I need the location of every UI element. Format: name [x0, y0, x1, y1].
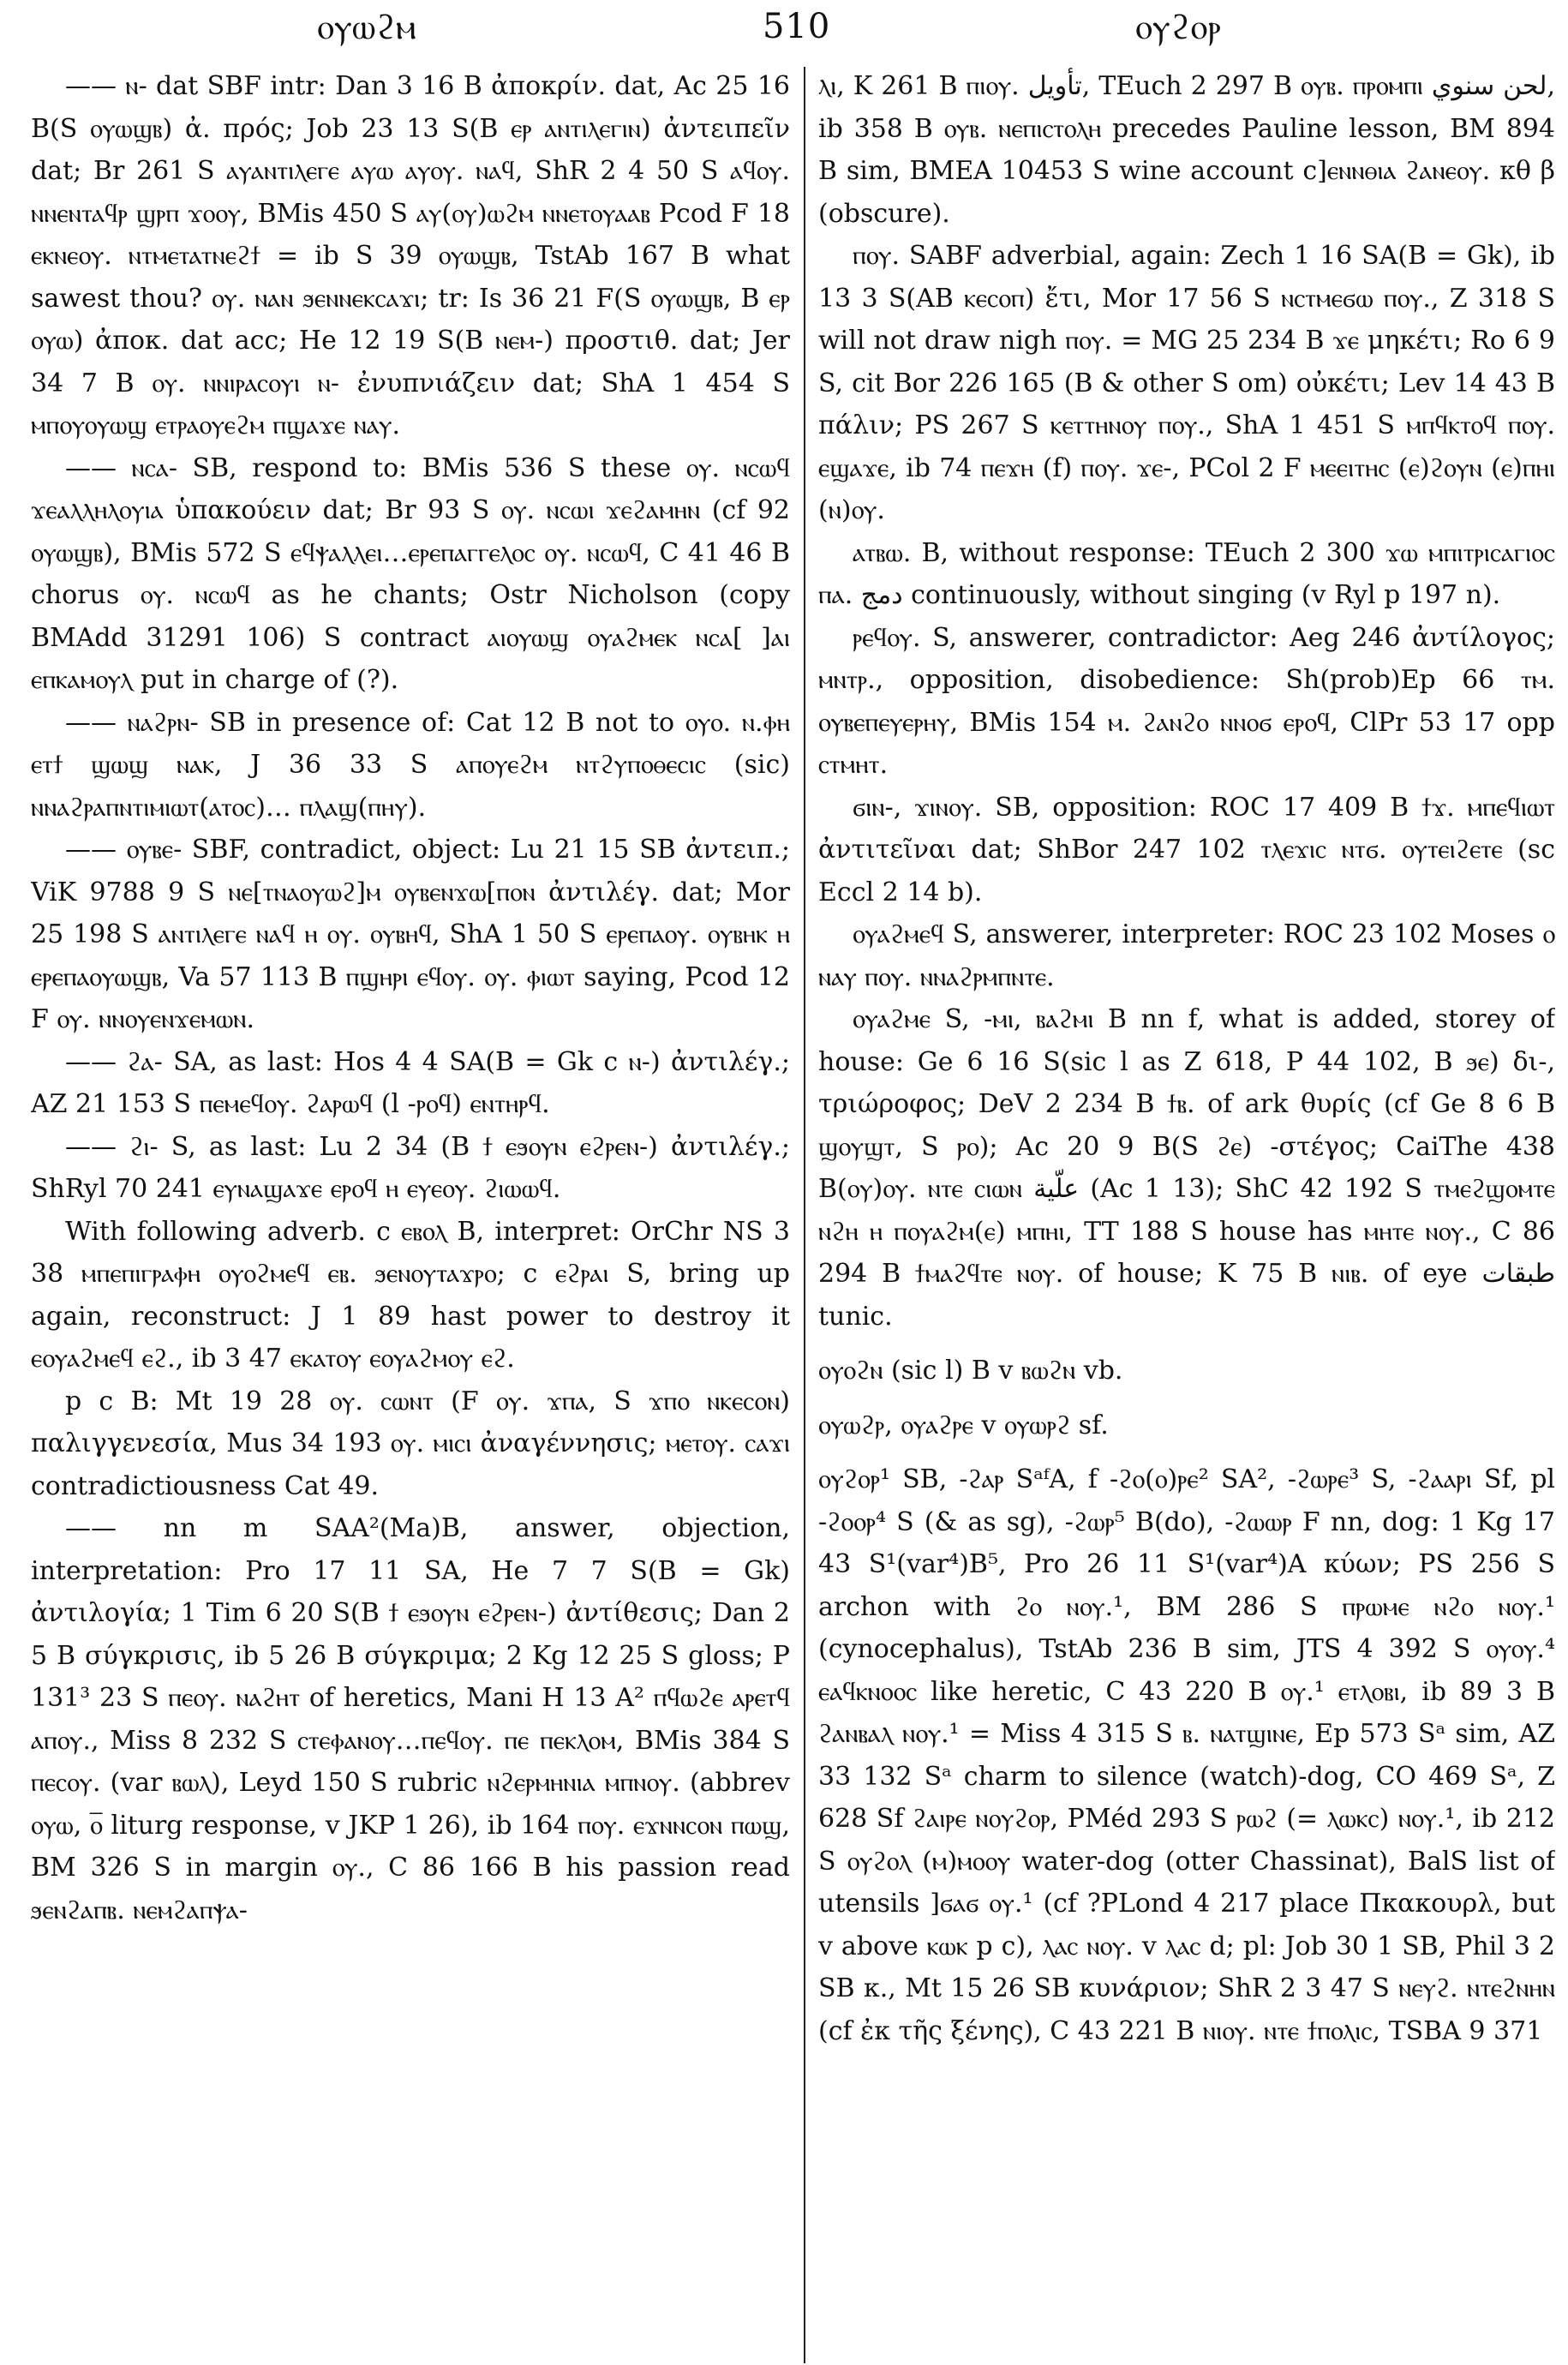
entry-paragraph: —— ϩⲓ- S, as last: Lu 2 34 (B ϯ ⲉϧⲟⲩⲛ ⲉϩⲣⲉⲛ-) ἀντιλέγ.; ShRyl 70 241 ⲉⲩⲛⲁϣⲁϫⲉ ⲉⲣⲟϥ ⲏ ⲉⲩⲉⲟⲩ. ϩⲓⲱⲱϥ. — [31, 1131, 790, 1204]
header-right-headword: ⲟⲩϩⲟⲣ — [1135, 8, 1222, 47]
entry-paragraph: —— ⲛⲁϩⲣⲛ- SB in presence of: Cat 12 B not to ⲟⲩⲟ. ⲛ.ⲫⲏ ⲉⲧϯ ϣⲱϣ ⲛⲁⲕ, J 36 33 S ⲁⲡⲟⲩⲉϩⲙ ⲛⲧϩⲩⲡⲟⲑⲉⲥⲓⲥ (sic) ⲛⲛⲁϩⲣⲁⲡⲛⲧⲓⲙⲓⲱⲧ(ⲁⲧⲟⲥ)… ⲡⲗⲁϣ(ⲡⲏⲩ). — [31, 707, 790, 823]
entry-paragraph: ⲟⲩⲁϩⲙⲉϥ S, answerer, interpreter: ROC 23 102 Moses ⲟ ⲛⲁⲩ ⲡⲟⲩ. ⲛⲛⲁϩⲣⲙⲡⲛⲧⲉ. — [818, 919, 1555, 992]
running-header — [0, 0, 1568, 60]
column-divider — [804, 67, 805, 2363]
entry-paragraph: ⲟⲩⲁϩⲙⲉ S, -ⲙⲓ, ⲃⲁϩⲙⲓ B nn f, what is added, storey of house: Ge 6 16 S(sic l as Z 618, P 44 102, B ϧⲉ) δι-, τριώροφος; DeV 2 234 B ϯⲃ. of ark θυρίς (cf Ge 8 6 B ϣⲟⲩϣⲧ, S ⲣⲟ); Ac 20 9 B(S ϩⲉ) -στέγος; CaiThe 438 B(ⲟⲩ)ⲟⲩ. ⲛⲧⲉ ⲥⲓⲱⲛ علّية (Ac 1 13); ShC 42 192 S ⲧⲙⲉϩϣⲟⲙⲧⲉ ⲛϩⲏ ⲏ ⲡⲟⲩⲁϩⲙ(ⲉ) ⲙⲡⲏⲓ, TT 188 S house has ⲙⲏⲧⲉ ⲛⲟⲩ., C 86 294 B ϯⲙⲁϩϥⲧⲉ ⲛⲟⲩ. of house; K 75 B ⲛⲓⲃ. of eye طبقات tunic. — [818, 1004, 1555, 1332]
entry-paragraph: p c B: Mt 19 28 ⲟⲩ. ⲥⲱⲛⲧ (F ⲟⲩ. ϫⲡⲁ, S ϫⲡⲟ ⲛⲕⲉⲥⲟⲛ) παλιγγενεσία, Mus 34 193 ⲟⲩ. ⲙⲓⲥⲓ ἀναγέννησις; ⲙⲉⲧⲟⲩ. ⲥⲁϫⲓ contradictiousness Cat 49. — [31, 1386, 790, 1501]
page-number: 510 — [763, 7, 831, 46]
entry-paragraph: —— ϩⲁ- SA, as last: Hos 4 4 SA(B = Gk c ⲛ-) ἀντιλέγ.; AZ 21 153 S ⲡⲉⲙⲉϥⲟⲩ. ϩⲁⲣⲱϥ (l -ⲣⲟϥ) ⲉⲛⲧⲏⲣϥ. — [31, 1046, 790, 1119]
left-column — [31, 65, 790, 2357]
lemma-entry: ⲟⲩⲱϩⲣ, ⲟⲩⲁϩⲣⲉ v ⲟⲩⲱⲣϩ sf. — [818, 1410, 1109, 1440]
entry-paragraph: —— ⲛ- dat SBF intr: Dan 3 16 B ἀποκρίν. dat, Ac 25 16 B(S ⲟⲩⲱϣⲃ) ἀ. πρός; Job 23 13 S(B ⲉⲣ ⲁⲛⲧⲓⲗⲉⲅⲓⲛ) ἀντειπεῖν dat; Br 261 S ⲁⲩⲁⲛⲧⲓⲗⲉⲅⲉ ⲁⲩⲱ ⲁⲩⲟⲩ. ⲛⲁϥ, ShR 2 4 50 S ⲁϥⲟⲩ. ⲛⲛⲉⲛⲧⲁϥⲣ ϣⲣⲡ ϫⲟⲟⲩ, BMis 450 S ⲁⲩ(ⲟⲩ)ⲱϩⲙ ⲛⲛⲉⲧⲟⲩⲁⲁⲃ Pcod F 18 ⲉⲕⲛⲉⲟⲩ. ⲛⲧⲙⲉⲧⲁⲧⲛⲉϩϯ = ib S 39 ⲟⲩⲱϣⲃ, TstAb 167 B what sawest thou? ⲟⲩ. ⲛⲁⲛ ϧⲉⲛⲛⲉⲕⲥⲁϫⲓ; tr: Is 36 21 F(S ⲟⲩⲱϣⲃ, B ⲉⲣ ⲟⲩⲱ) ἀποκ. dat acc; He 12 19 S(B ⲛⲉⲙ-) προστιθ. dat; Jer 34 7 B ⲟⲩ. ⲛⲛⲓⲣⲁⲥⲟⲩⲓ ⲛ- ἐνυπνιάζειν dat; ShA 1 454 S ⲙⲡⲟⲩⲟⲩⲱϣ ⲉⲧⲣⲁⲟⲩⲉϩⲙ ⲡϣⲁϫⲉ ⲛⲁⲩ. — [31, 71, 790, 440]
entry-paragraph: With following adverb. c ⲉⲃⲟⲗ B, interpret: OrChr NS 3 38 ⲙⲡⲉⲡⲓⲅⲣⲁⲫⲏ ⲟⲩⲟϩⲙⲉϥ ⲉⲃ. ϧⲉⲛⲟⲩⲧⲁϫⲣⲟ; c ⲉϩⲣⲁⲓ S, bring up again, reconstruct: J 1 89 hast power to destroy it ⲉⲟⲩⲁϩⲙⲉϥ ⲉϩ., ib 3 47 ⲉⲕⲁⲧⲟⲩ ⲉⲟⲩⲁϩⲙⲟⲩ ⲉϩ. — [31, 1216, 790, 1374]
entry-paragraph: ⲗⲓ, K 261 B ⲡⲓⲟⲩ. تأويل, TEuch 2 297 B ⲟⲩⲃ. ⲡⲣⲟⲙⲡⲓ لحن سنوي, ib 358 B ⲟⲩⲃ. ⲛⲉⲡⲓⲥⲧⲟⲗⲏ precedes Pauline lesson, BM 894 B sim, BMEA 10453 S wine account c]ⲉⲛⲛⲑⲓⲁ ϩⲁⲛⲉⲟⲩ. κθ β (obscure). — [818, 71, 1555, 229]
entry-paragraph: ⲡⲟⲩ. SABF adverbial, again: Zech 1 16 SA(B = Gk), ib 13 3 S(AB ⲕⲉⲥⲟⲡ) ἔτι, Mor 17 56 S ⲛⲥⲧⲙⲉϭⲱ ⲡⲟⲩ., Z 318 S will not draw nigh ⲡⲟⲩ. = MG 25 234 B ϫⲉ μηκέτι; Ro 6 9 S, cit Bor 226 165 (B & other S om) οὐκέτι; Lev 14 43 B πάλιν; PS 267 S ⲕⲉⲧⲧⲏⲛⲟⲩ ⲡⲟⲩ., ShA 1 451 S ⲙⲡϥⲕⲧⲟϥ ⲡⲟⲩ. ⲉϣⲁϫⲉ, ib 74 ⲡⲉϫⲏ (f) ⲡⲟⲩ. ϫⲉ-, PCol 2 F ⲙⲉⲉⲓⲧⲏⲥ (ⲉ)ϩⲟⲩⲛ (ⲉ)ⲡⲏⲓ (ⲛ)ⲟⲩ. — [818, 241, 1555, 525]
entry-paragraph: ⲁⲧⲃⲱ. B, without response: TEuch 2 300 ϫⲱ ⲙⲡⲓⲧⲣⲓⲥⲁⲅⲓⲟⲥ ⲡⲁ. دمج continuously, without singing (v Ryl p 197 n). — [818, 537, 1555, 610]
entry-paragraph: —— ⲛⲥⲁ- SB, respond to: BMis 536 S these ⲟⲩ. ⲛⲥⲱϥ ϫⲉⲁⲗⲗⲏⲗⲟⲩⲓⲁ ὑπακούειν dat; Br 93 S ⲟⲩ. ⲛⲥⲱⲓ ϫⲉϩⲁⲙⲏⲛ (cf 92 ⲟⲩⲱϣⲃ), BMis 572 S ⲉϥⲯⲁⲗⲗⲉⲓ…ⲉⲣⲉⲡⲁⲅⲅⲉⲗⲟⲥ ⲟⲩ. ⲛⲥⲱϥ, C 41 46 B chorus ⲟⲩ. ⲛⲥⲱϥ as he chants; Ostr Nicholson (copy BMAdd 31291 106) S contract ⲁⲓⲟⲩⲱϣ ⲟⲩⲁϩⲙⲉⲕ ⲛⲥⲁ[ ]ⲁⲓ ⲉⲡⲕⲁⲙⲟⲩⲗ put in charge of (?). — [31, 452, 790, 695]
header-left-headword: ⲟⲩⲱϩⲙ — [317, 8, 417, 47]
entry-paragraph: ϭⲓⲛ-, ϫⲓⲛⲟⲩ. SB, opposition: ROC 17 409 B ϯϫ. ⲙⲡⲉϥⲓⲱⲧ ἀντιτεῖναι dat; ShBor 247 102 ⲧⲗⲉϫⲓⲥ ⲛⲧϭ. ⲟⲩⲧⲉⲓϩⲉⲧⲉ (sc Eccl 2 14 b). — [818, 792, 1555, 907]
entry-paragraph: ⲣⲉϥⲟⲩ. S, answerer, contradictor: Aeg 246 ἀντίλογος; ⲙⲛⲧⲣ., opposition, disobedience: Sh(prob)Ep 66 ⲧⲙ. ⲟⲩⲃⲉⲡⲉⲩⲉⲣⲏⲩ, BMis 154 ⲙ. ϩⲁⲛϩⲟ ⲛⲛⲟϭ ⲉⲣⲟϥ, ClPr 53 17 opp ⲥⲧⲙⲏⲧ. — [818, 622, 1555, 780]
lemma-entry: ⲟⲩϩⲟⲣ¹ SB, -ϩⲁⲣ SᵃᶠA, f -ϩⲟ(ⲟ)ⲣⲉ² SA², -ϩⲱⲣⲉ³ S, -ϩⲁⲁⲣⲓ Sf, pl -ϩⲟⲟⲣ⁴ S (& as sg), -ϩⲱⲣ⁵ B(do), -ϩⲱⲱⲣ F nn, dog: 1 Kg 17 43 S¹(var⁴)B⁵, Pro 26 11 S¹(var⁴)A κύων; PS 256 S archon with ϩⲟ ⲛⲟⲩ.¹, BM 286 S ⲡⲣⲱⲙⲉ ⲛϩⲟ ⲛⲟⲩ.¹ (cynocephalus), TstAb 236 B sim, JTS 4 392 S ⲟⲩⲟⲩ.⁴ ⲉⲁϥⲕⲛⲟⲟⲥ like heretic, C 43 220 B ⲟⲩ.¹ ⲉⲧⲗⲟⲃⲓ, ib 89 3 B ϩⲁⲛⲃⲁⲗ ⲛⲟⲩ.¹ = Miss 4 315 S ⲃ. ⲛⲁⲧϣⲓⲛⲉ, Ep 573 Sᵃ sim, AZ 33 132 Sᵃ charm to silence (watch)-dog, CO 469 Sᵃ, Z 628 Sf ϩⲁⲓⲣⲉ ⲛⲟⲩϩⲟⲣ, PMéd 293 S ⲣⲱϩ (= ⲗⲱⲕⲥ) ⲛⲟⲩ.¹, ib 212 S ⲟⲩϩⲟⲗ (ⲙ)ⲙⲟⲟⲩ water-dog (otter Chassinat), BalS list of utensils ]ϭⲁϭ ⲟⲩ.¹ (cf ?PLond 4 217 place Πκακουρλ, but v above ⲕⲱⲕ p c), ⲗⲁⲥ ⲛⲟⲩ. v ⲗⲁⲥ d; pl: Job 30 1 SB, Phil 3 2 SB κ., Mt 15 26 SB κυνάριον; ShR 2 3 47 S ⲛⲉⲩϩ. ⲛⲧⲉϩⲛⲏⲛ (cf ἐκ τῆς ξένης), C 43 221 B ⲛⲓⲟⲩ. ⲛⲧⲉ ϯⲡⲟⲗⲓⲥ, TSBA 9 371 — [818, 1464, 1555, 2046]
lemma-entry: ⲟⲩⲟϩⲛ (sic l) B v ⲃⲱϩⲛ vb. — [818, 1356, 1123, 1386]
right-column — [818, 65, 1555, 2357]
entry-paragraph: —— ⲟⲩⲃⲉ- SBF, contradict, object: Lu 21 15 SB ἀντειπ.; ViK 9788 9 S ⲛⲉ[ⲧⲛⲁⲟⲩⲱϩ]ⲙ ⲟⲩⲃⲉⲛϫⲱ[ⲡⲟⲛ ἀντιλέγ. dat; Mor 25 198 S ⲁⲛⲧⲓⲗⲉⲅⲉ ⲛⲁϥ ⲏ ⲟⲩ. ⲟⲩⲃⲏϥ, ShA 1 50 S ⲉⲣⲉⲡⲁⲟⲩ. ⲟⲩⲃⲏⲕ ⲏ ⲉⲣⲉⲡⲁⲟⲩⲱϣⲃ, Va 57 113 B ⲡϣⲏⲣⲓ ⲉϥⲟⲩ. ⲟⲩ. ⲫⲓⲱⲧ saying, Pcod 12 F ⲟⲩ. ⲛⲛⲟⲩⲉⲛϫⲉⲙⲱⲛ. — [31, 835, 790, 1034]
entry-paragraph: —— nn m SAA²(Ma)B, answer, objection, interpretation: Pro 17 11 SA, He 7 7 S(B = Gk) ἀντιλογία; 1 Tim 6 20 S(B ϯ ⲉϧⲟⲩⲛ ⲉϩⲣⲉⲛ-) ἀντίθεσις; Dan 2 5 B σύγκρισις, ib 5 26 B σύγκριμα; 2 Kg 12 25 S gloss; P 131³ 23 S ⲡⲉⲟⲩ. ⲛⲁϩⲏⲧ of heretics, Mani H 13 A² ⲡϥⲱϩⲉ ⲁⲣⲉⲧϥ ⲁⲡⲟⲩ., Miss 8 232 S ⲥⲧⲉⲫⲁⲛⲟⲩ…ⲡⲉϥⲟⲩ. ⲡⲉ ⲡⲉⲕⲗⲟⲙ, BMis 384 S ⲡⲉⲥⲟⲩ. (var ⲃⲱⲗ), Leyd 150 S rubric ⲛϩⲉⲣⲙⲏⲛⲓⲁ ⲙⲡⲛⲟⲩ. (abbrev ⲟⲩⲱ, ⲟ̅ liturg response, v JKP 1 26), ib 164 ⲡⲟⲩ. ⲉϫⲛⲛⲥⲟⲛ ⲡⲱϣ, BM 326 S in margin ⲟⲩ., C 86 166 B his passion read ϧⲉⲛϩⲁⲡⲃ. ⲛⲉⲙϩⲁⲡⲯⲁ- — [31, 1513, 790, 1925]
